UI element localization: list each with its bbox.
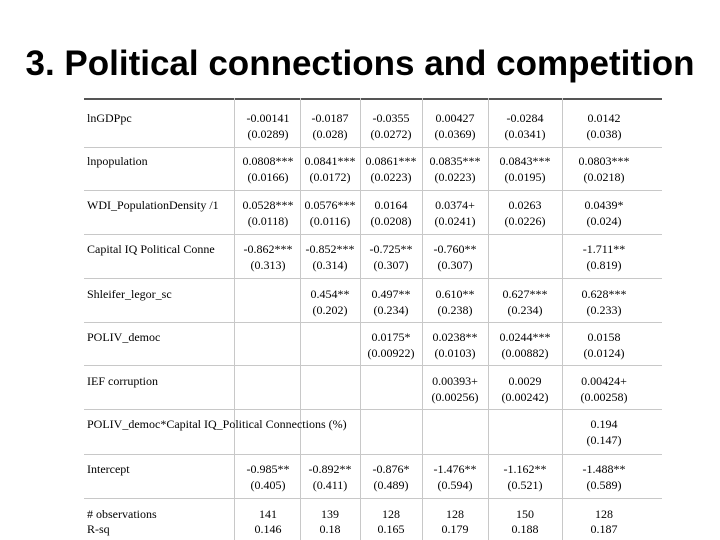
standard-error-value: (0.234) — [507, 303, 543, 317]
coefficient-value: -0.0187 — [311, 111, 349, 125]
stat-label: R-sq — [87, 523, 110, 536]
coefficient-value: 0.0576*** — [304, 198, 356, 212]
standard-error-value: (0.0124) — [583, 346, 625, 360]
stat-value: 128 — [382, 507, 400, 521]
standard-error-value: (0.0116) — [309, 214, 351, 228]
standard-error-value: (0.405) — [250, 478, 286, 492]
coefficient-value: 0.454** — [310, 287, 350, 301]
row-label: Capital IQ Political Conne — [87, 243, 215, 256]
coefficient-value: 0.0841*** — [304, 154, 356, 168]
coefficient-value: 0.0374+ — [435, 198, 475, 212]
coefficient-value: 0.0808*** — [242, 154, 294, 168]
standard-error-value: (0.0223) — [434, 170, 476, 184]
standard-error-value: (0.0166) — [247, 170, 289, 184]
standard-error-value: (0.411) — [312, 478, 348, 492]
coefficient-value: -0.725** — [369, 242, 413, 256]
slide-title: 3. Political connections and competition — [25, 44, 695, 83]
standard-error-value: (0.234) — [373, 303, 409, 317]
coefficient-value: 0.0238** — [432, 330, 478, 344]
row-label: POLIV_democ — [87, 331, 161, 344]
standard-error-value: (0.00258) — [580, 390, 628, 404]
standard-error-value: (0.489) — [373, 478, 409, 492]
coefficient-value: 0.00393+ — [432, 374, 478, 388]
stat-value: 0.179 — [441, 522, 469, 536]
coefficient-value: -0.760** — [433, 242, 477, 256]
table-top-border — [84, 98, 662, 100]
coefficient-value: 0.0158 — [587, 330, 621, 344]
row-divider — [84, 190, 662, 191]
coefficient-value: 0.0835*** — [429, 154, 481, 168]
coefficient-value: -0.00141 — [246, 111, 290, 125]
row-divider — [84, 322, 662, 323]
standard-error-value: (0.0172) — [309, 170, 351, 184]
standard-error-value: (0.00256) — [431, 390, 479, 404]
standard-error-value: (0.0218) — [583, 170, 625, 184]
row-label: Shleifer_legor_sc — [87, 288, 172, 301]
row-label: POLIV_democ*Capital IQ_Political Connections (%) — [87, 417, 347, 431]
standard-error-value: (0.0195) — [504, 170, 546, 184]
standard-error-value: (0.038) — [586, 127, 622, 141]
coefficient-value: -1.488** — [582, 462, 626, 476]
coefficient-value: -0.876* — [372, 462, 410, 476]
coefficient-value: 0.628*** — [581, 287, 627, 301]
standard-error-value: (0.0341) — [504, 127, 546, 141]
standard-error-value: (0.238) — [437, 303, 473, 317]
coefficient-value: 0.0803*** — [578, 154, 630, 168]
stat-value: 0.165 — [377, 522, 405, 536]
row-label: lnGDPpc — [87, 112, 132, 125]
stat-value: 128 — [446, 507, 464, 521]
standard-error-value: (0.0369) — [434, 127, 476, 141]
standard-error-value: (0.233) — [586, 303, 622, 317]
row-divider — [84, 409, 662, 410]
stat-value: 0.18 — [319, 522, 341, 536]
row-divider — [84, 454, 662, 455]
standard-error-value: (0.0223) — [370, 170, 412, 184]
coefficient-value: 0.497** — [371, 287, 411, 301]
coefficient-value: -0.892** — [308, 462, 352, 476]
coefficient-value: 0.0164 — [374, 198, 408, 212]
standard-error-value: (0.0226) — [504, 214, 546, 228]
stat-value: 128 — [595, 507, 613, 521]
coefficient-value: 0.0175* — [371, 330, 411, 344]
coefficient-value: 0.0843*** — [499, 154, 551, 168]
coefficient-value: 0.194 — [590, 417, 618, 431]
row-divider — [84, 147, 662, 148]
stat-value: 141 — [259, 507, 277, 521]
coefficient-value: 0.0142 — [587, 111, 621, 125]
coefficient-value: -0.0355 — [372, 111, 410, 125]
standard-error-value: (0.0208) — [370, 214, 412, 228]
row-label: lnpopulation — [87, 155, 148, 168]
coefficient-value: 0.0439* — [584, 198, 624, 212]
standard-error-value: (0.819) — [586, 258, 622, 272]
coefficient-value: 0.00427 — [435, 111, 475, 125]
standard-error-value: (0.307) — [437, 258, 473, 272]
standard-error-value: (0.0289) — [247, 127, 289, 141]
standard-error-value: (0.024) — [586, 214, 622, 228]
coefficient-value: 0.0244*** — [499, 330, 551, 344]
row-divider — [84, 365, 662, 366]
standard-error-value: (0.0118) — [247, 214, 289, 228]
standard-error-value: (0.0241) — [434, 214, 476, 228]
coefficient-value: -0.0284 — [506, 111, 544, 125]
coefficient-value: -1.711** — [582, 242, 626, 256]
row-label: IEF corruption — [87, 375, 158, 388]
regression-table — [84, 98, 662, 540]
coefficient-value: -0.862*** — [243, 242, 293, 256]
stat-value: 0.187 — [590, 522, 618, 536]
column-divider — [562, 98, 563, 540]
coefficient-value: 0.0528*** — [242, 198, 294, 212]
standard-error-value: (0.314) — [312, 258, 348, 272]
standard-error-value: (0.147) — [586, 433, 622, 447]
standard-error-value: (0.028) — [312, 127, 348, 141]
stat-value: 0.146 — [254, 522, 282, 536]
row-label: WDI_PopulationDensity /1 — [87, 199, 219, 212]
standard-error-value: (0.307) — [373, 258, 409, 272]
coefficient-value: -1.476** — [433, 462, 477, 476]
standard-error-value: (0.00242) — [501, 390, 549, 404]
standard-error-value: (0.0272) — [370, 127, 412, 141]
standard-error-value: (0.594) — [437, 478, 473, 492]
coefficient-value: 0.610** — [435, 287, 475, 301]
stat-value: 0.188 — [511, 522, 539, 536]
coefficient-value: 0.0861*** — [365, 154, 417, 168]
standard-error-value: (0.00882) — [501, 346, 549, 360]
stat-value: 150 — [516, 507, 534, 521]
standard-error-value: (0.0103) — [434, 346, 476, 360]
coefficient-value: 0.0263 — [508, 198, 542, 212]
row-divider — [84, 234, 662, 235]
row-label: Intercept — [87, 463, 130, 476]
stat-label: # observations — [87, 508, 157, 521]
coefficient-value: -1.162** — [503, 462, 547, 476]
coefficient-value: 0.0029 — [508, 374, 542, 388]
coefficient-value: -0.852*** — [305, 242, 355, 256]
row-divider — [84, 278, 662, 279]
stat-value: 139 — [321, 507, 339, 521]
standard-error-value: (0.00922) — [367, 346, 415, 360]
standard-error-value: (0.313) — [250, 258, 286, 272]
standard-error-value: (0.589) — [586, 478, 622, 492]
coefficient-value: 0.00424+ — [581, 374, 627, 388]
coefficient-value: 0.627*** — [502, 287, 548, 301]
coefficient-value: -0.985** — [246, 462, 290, 476]
standard-error-value: (0.202) — [312, 303, 348, 317]
column-divider — [488, 98, 489, 540]
row-divider — [84, 498, 662, 499]
standard-error-value: (0.521) — [507, 478, 543, 492]
